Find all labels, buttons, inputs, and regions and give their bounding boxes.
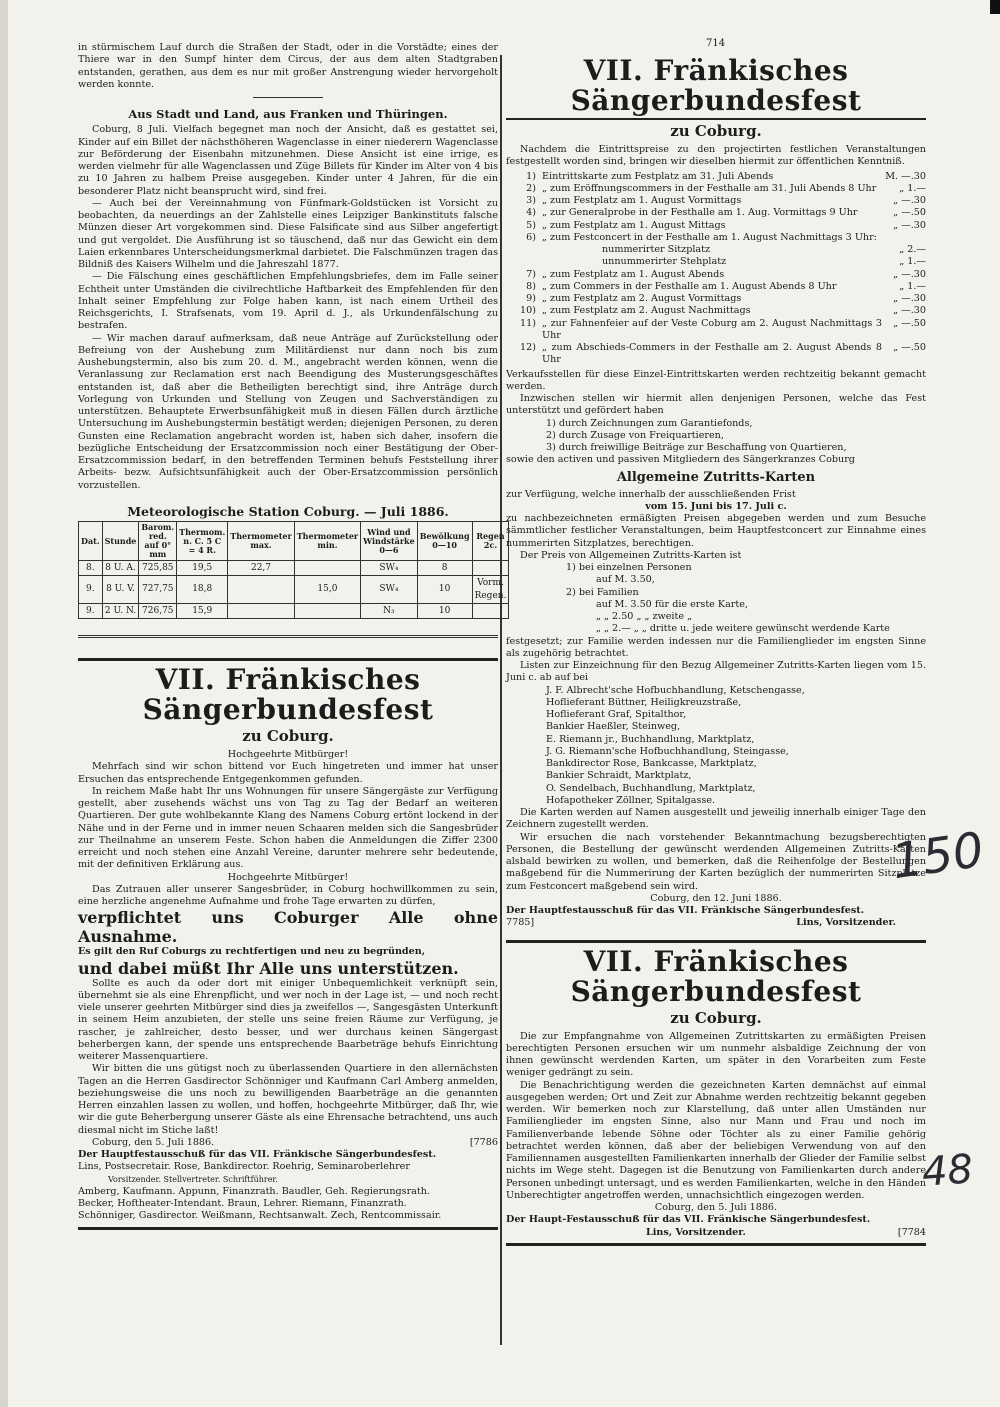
ad-committee: Der Haupt-Festausschuß für das VII. Fränkische Sängerbundesfest.: [506, 1214, 871, 1226]
table-cell: 8.: [79, 561, 103, 576]
period: vom 15. Juni bis 17. Juli c.: [645, 500, 787, 512]
table-cell: 725,85: [139, 561, 177, 576]
ad-paragraph: Inzwischen stellen wir hiermit allen denjenigen Personen, welche das Fest unterstützt und gefördert haben: [506, 393, 926, 417]
news-item: — Die Fälschung eines geschäftlichen Empfehlungsbriefes, dem im Falle seiner Echtheit unter Umständen die civilrechtliche Haftbarkeit des Empfehlenden für den Inhalt seiner Empfehlung zur Folge haben kann, ist nach einem Urtheil des Reichsgerichts, I. Strafsenats, vom 19. April d. J., als Urkundenfälschung zu bestrafen.: [78, 271, 498, 332]
ad-reference: [7786: [469, 1136, 498, 1148]
price-desc: „ zum Festplatz am 1. August Vormittags: [542, 195, 742, 206]
price-desc: „ zum Commers in der Festhalle am 1. August Abends 8 Uhr: [542, 280, 837, 292]
ad-paragraph: zu nachbezeichneten ermäßigten Preisen abgegeben werden und zum Besuche sämmtlicher festlicher Veranstaltungen, beim Hauptfestconcert zur Einnahme eines nummerirten Sitzplatzes, berechtigen.: [506, 513, 926, 549]
price-value: „ 1.—: [899, 280, 926, 292]
ad-signer: Lins, Vorsitzender.: [646, 1226, 746, 1238]
price-desc: „ zum Eröffnungscommers in der Festhalle am 31. Juli Abends 8 Uhr: [542, 182, 877, 194]
price-item: [506, 220, 926, 232]
weather-table-title: Meteorologische Station Coburg. — Juli 1886.: [127, 503, 449, 519]
ad-paragraph: Nachdem die Eintrittspreise zu den projectirten festlichen Veranstaltungen festgestellt worden sind, bringen wir dieselben hiermit zur öffentlichen Kenntniß.: [506, 144, 926, 168]
committee-members: Lins, Postsecretair. Rose, Bankdirector. Roehrig, Seminaroberlehrer: [78, 1161, 410, 1173]
table-cell: N₃: [361, 603, 418, 618]
ad-paragraph: Verkaufsstellen für diese Einzel-Eintrittskarten werden rechtzeitig bekannt gemacht werden.: [506, 368, 926, 392]
price-num: 6): [526, 231, 536, 243]
table-header: Thermometer min.: [294, 522, 360, 561]
price-num: [506, 244, 542, 256]
ad-paragraph: Der Preis von Allgemeinen Zutritts-Karten ist: [520, 549, 742, 561]
vendor-item: Bankier Haeßler, Steinweg,: [546, 721, 681, 733]
table-cell: SW₄: [361, 576, 418, 604]
table-cell: [472, 603, 509, 618]
table-header: Thermometer max.: [228, 522, 294, 561]
price-desc: „ zum Festplatz am 1. August Mittags: [542, 219, 726, 231]
ad-subtitle: zu Coburg.: [670, 1008, 762, 1027]
table-row: [79, 603, 509, 618]
price-item: [506, 293, 926, 305]
right-column: [506, 42, 926, 1252]
corner-mark: [990, 0, 1000, 14]
table-cell: 9.: [79, 576, 103, 604]
news-item: Coburg, 8 Juli. Vielfach begegnet man noch der Ansicht, daß es gestattet sei, Kinder auf ein Billet der nächsthöheren Wagenclasse in einer niederern Wagenclasse zur Beförderung der Eisenbahn mitzunehmen. Diese Ansicht ist eine irrige, es werden vielmehr für alle Wagenclassen und Züge Billets für Kinder im Alter von 4 bis zu 10 Jahren zu halbem Preise ausgegeben. Kinder unter 4 Jahren, für die ein besonderer Platz nicht beansprucht wird, sind frei.: [78, 124, 498, 197]
support-item: 1) durch Zeichnungen zum Garantiefonds,: [546, 417, 753, 429]
table-header: Regen 2c.: [472, 522, 509, 561]
price-desc: „ zum Festplatz am 1. August Abends: [542, 268, 725, 280]
weather-table: [78, 521, 509, 619]
ad-title: VII. Fränkisches Sängerbundesfest: [142, 663, 434, 726]
table-header: Bewölkung 0—10: [417, 522, 472, 561]
table-cell: 15,0: [294, 576, 360, 604]
ad-paragraph: sowie den activen und passiven Mitgliedern des Sängerkranzes Coburg: [506, 454, 855, 466]
price-num: 12): [520, 342, 536, 353]
price-item: [506, 342, 926, 367]
price-value: „ 2.—: [899, 244, 926, 255]
price-num: 1): [526, 170, 536, 182]
ad-committee: Der Hauptfestausschuß für das VII. Fränkische Sängerbundesfest.: [506, 905, 865, 916]
table-cell: 726,75: [139, 603, 177, 618]
ad-subtitle: zu Coburg.: [670, 122, 762, 140]
news-item: — Auch bei der Vereinnahmung von Fünfmark-Goldstücken ist Vorsicht zu beobachten, da neuerdings an der Zahlstelle eines Leipziger Bankinstituts falsche Münzen dieser Art vorgekommen sind. Diese Falsificate sind aus Silber angefertigt und gut vergoldet. Die Ausführung ist so täuschend, daß nur das Gewicht ein dem Laien erkennbares Unterscheidungsmerkmal darbietet. Die Falschmünzen tragen das Bildniß des Kaisers Wilhelm und die Jahreszahl 1877.: [78, 197, 498, 270]
vendor-item: Hofapotheker Zöllner, Spitalgasse.: [546, 794, 716, 806]
festival-ad-left: [78, 658, 498, 1230]
price-item: [506, 183, 926, 195]
handwritten-annotation: 48: [920, 1146, 975, 1196]
committee-members: Amberg, Kaufmann. Appunn, Finanzrath. Baudler, Geh. Regierungsrath.: [78, 1185, 430, 1197]
table-cell: 10: [417, 603, 472, 618]
price-num: 5): [526, 219, 536, 231]
card-price-line: auf M. 3.50 für die erste Karte,: [596, 598, 748, 610]
ad-paragraph: festgesetzt; zur Familie werden indessen nur die Familienglieder im engsten Sinne als zugehörig betrachtet.: [506, 635, 926, 659]
table-cell: 22,7: [228, 561, 294, 576]
table-cell: 10: [417, 576, 472, 604]
committee-roles: Vorsitzender. Stellvertreter. Schriftführer.: [108, 1174, 278, 1184]
table-cell: 15,9: [177, 603, 228, 618]
price-item: [506, 318, 926, 343]
ad-date: Coburg, den 5. Juli 1886.: [92, 1136, 215, 1148]
table-cell: [228, 603, 294, 618]
ad-paragraph: Das Zutrauen aller unserer Sangesbrüder, in Coburg hochwillkommen zu sein, eine herzliche angenehme Aufnahme und frohe Tage erwarten zu dürfen,: [78, 883, 498, 907]
vendor-item: J. G. Riemann'sche Hofbuchhandlung, Steingasse,: [546, 745, 789, 757]
table-header: Thermom. n. C. 5 C = 4 R.: [177, 522, 228, 561]
price-desc: „ zum Festconcert in der Festhalle am 1. August Nachmittags 3 Uhr:: [542, 231, 877, 243]
left-column: [78, 42, 507, 1236]
price-value: „ —.30: [893, 268, 926, 280]
divider: [253, 97, 323, 98]
price-value: „ —.50: [893, 207, 926, 219]
vendor-item: Bankier Schraidt, Marktplatz,: [546, 770, 692, 782]
price-item: [506, 232, 926, 244]
price-item: [506, 305, 926, 317]
ad-paragraph: In reichem Maße habt Ihr uns Wohnungen für unsere Sängergäste zur Verfügung gestellt, aber zusehends wächst uns von Tag zu Tag der Bedarf an weiteren Quartieren. Der gute wohlbekannte Klang des Namens Coburg ertönt lockend in der Nähe und in der Ferne und in immer neuen Schaaren melden sich die Sangesbrüder zur Theilnahme an unserem Feste. Schon haben die Anmeldungen die Ziffer 2300 erreicht und noch stehen eine Anzahl Vereine, darunter mehrere sehr bedeutende, mit der definitiven Erklärung aus.: [78, 785, 498, 871]
card-price-line: auf M. 3.50,: [596, 574, 655, 586]
price-item: [506, 171, 926, 183]
table-cell: 8: [417, 561, 472, 576]
price-value: „ —.50: [893, 317, 926, 329]
ad-paragraph: Mehrfach sind wir schon bittend vor Euch hingetreten und immer hat unser Ersuchen das entsprechende Entgegenkommen gefunden.: [78, 761, 498, 785]
table-header: Barom. red. auf 0° mm: [139, 522, 177, 561]
table-cell: [228, 576, 294, 604]
price-desc: „ zum Festplatz am 2. August Nachmittags: [542, 305, 751, 317]
price-item: [506, 256, 926, 268]
card-price-line: 2) bei Familien: [566, 586, 639, 598]
festival-ad-right-2: [506, 940, 926, 1246]
ad-paragraph: Die Benachrichtigung werden die gezeichneten Karten demnächst auf einmal ausgegeben werden; Ort und Zeit zur Abnahme werden rechtzeitig bekannt gegeben werden. Wir bemerken noch zur Klarstellung, daß unter allen Umständen nur Familienglieder im engsten Sinne, also nur Mann und Frau und noch im Familienverbande lebende Söhne oder Töchter als zu einer Familie gehörig betrachtet werden können, daß aber der beliebigen Verwendung von auf den Familiennamen ausgestellten Familienkarten innerhalb der Glieder der Familie selbst nichts im Wege steht. Dagegen ist die Benutzung von Familienkarten durch andere Personen unbedingt untersagt, und es werden Familienkarten, welche in den Händen Unberechtigter angetroffen werden, unnachsichtlich eingezogen werden.: [506, 1079, 926, 1201]
vendor-item: O. Sendelbach, Buchhandlung, Marktplatz,: [546, 782, 756, 794]
price-num: 2): [526, 182, 536, 194]
support-item: 3) durch freiwillige Beiträge zur Beschaffung von Quartieren,: [546, 442, 847, 453]
news-heading: Aus Stadt und Land, aus Franken und Thüringen.: [128, 107, 448, 121]
card-price-line: „ „ 2.50 „ „ zweite „: [596, 611, 693, 622]
price-num: 3): [526, 195, 536, 206]
price-list: [506, 171, 926, 367]
news-item: — Wir machen darauf aufmerksam, daß neue Anträge auf Zurückstellung oder Befreiung von der Aushebung zum Militärdienst nur dann noch bis zum Aushebungstermin, also bis zum 20. d. M., angebracht werden können, wenn die Veranlassung zur Reclamation erst nach Beendigung des Musterungsgeschäftes entstanden ist, daß aber die Betheiligten berechtigt sind, ihre Anträge durch Vorlegung von Urkunden und Stellung von Zeugen und Sachverständigen zu unterstützen. Behauptete Erwerbsunfähigkeit muß in diesen Fällen durch ärztliche Untersuchung im Aushebungstermin bestätigt werden; diejenigen Personen, zu deren Gunsten eine Reclamation angebracht worden ist, haben sich daher, insofern die bezügliche Entscheidung der Ersatzcommission noch einer Bestätigung der Ober-Ersatzcommission bedarf, in den betreffenden Terminen behufs Feststellung ihrer Arbeits- bezw. Aufsichtsunfähigkeit auch der Ober-Ersatzcommission persönlich vorzustellen.: [78, 332, 498, 491]
price-num: [506, 256, 542, 268]
ad-paragraph: Die Karten werden auf Namen ausgestellt und jeweilig innerhalb einiger Tage den Zeichnern zugestellt werden.: [506, 807, 926, 831]
price-num: 7): [526, 268, 536, 280]
price-desc: „ zur Fahnenfeier auf der Veste Coburg am 2. August Nachmittags 3 Uhr: [542, 317, 882, 341]
price-item: [506, 269, 926, 281]
price-desc: „ zum Festplatz am 2. August Vormittags: [542, 293, 742, 304]
ad-reference: [7784: [897, 1226, 926, 1238]
price-value: „ 1.—: [899, 256, 926, 268]
price-value: M. —.30: [885, 170, 926, 182]
table-row: [79, 561, 509, 576]
binding-edge: [0, 0, 8, 1407]
ad-paragraph: Die zur Empfangnahme von Allgemeinen Zutrittskarten zu ermäßigten Preisen berechtigten Personen ersuchen wir um nunmehr alsbaldige Zeichnung der von ihnen gewünscht werdenden Karten, um später in den Vorarbeiten zum Feste weniger gedrängt zu sein.: [506, 1030, 926, 1079]
ad-emphasis: Es gilt den Ruf Coburgs zu rechtfertigen und neu zu begründen,: [78, 946, 426, 958]
table-header: Wind und Windstärke 0—6: [361, 522, 418, 561]
committee-members: Becker, Hoftheater-Intendant. Braun, Lehrer. Riemann, Finanzrath.: [78, 1198, 407, 1209]
intro-paragraph: in stürmischem Lauf durch die Straßen der Stadt, oder in die Vorstädte; eines der Thiere war in den Sumpf hinter dem Circus, der aus dem alten Stadtgraben entstanden, gerathen, aus dem es nur mit großer Anstrengung wieder hervorgeholt werden konnte.: [78, 42, 498, 90]
ad-committee: Der Hauptfestausschuß für das VII. Fränkische Sängerbundesfest.: [78, 1149, 437, 1160]
column-divider: [500, 55, 502, 1345]
table-cell: 8 U. A.: [102, 561, 139, 576]
price-value: „ —.30: [893, 219, 926, 231]
price-value: „ —.50: [893, 342, 926, 353]
cards-heading: Allgemeine Zutritts-Karten: [616, 469, 816, 485]
table-cell: 9.: [79, 603, 103, 618]
ad-paragraph: Listen zur Einzeichnung für den Bezug Allgemeiner Zutritts-Karten liegen vom 15. Juni c. ab auf bei: [506, 660, 926, 684]
price-item: [506, 207, 926, 219]
price-num: 9): [526, 293, 536, 304]
ad-date: Coburg, den 12. Juni 1886.: [650, 892, 782, 904]
table-cell: Vorm. Regen.: [472, 576, 509, 604]
price-value: „ 1.—: [899, 182, 926, 194]
support-item: 2) durch Zusage von Freiquartieren,: [546, 429, 724, 441]
vendor-item: E. Riemann jr., Buchhandlung, Marktplatz,: [546, 733, 755, 745]
vendor-item: J. F. Albrecht'sche Hofbuchhandlung, Ketschengasse,: [546, 684, 805, 696]
vendor-item: Hoflieferant Büttner, Heiligkreuzstraße,: [546, 696, 742, 708]
ad-paragraph: Wir bitten die uns gütigst noch zu überlassenden Quartiere in den allernächsten Tagen an die Herren Gasdirector Schönniger und Kaufmann Carl Amberg anmelden, beziehungsweise die uns noch zu bewilligenden Baarbeträge an die genannten Herren einzahlen lassen zu wollen, und hoffen, hochgeehrte Mitbürger, daß Ihr, wie wir die gute Beherbergung unserer Gäste als eine Ehrensache betrachtend, uns auch diesmal nicht im Stiche laßt!: [78, 1063, 498, 1136]
table-cell: 18,8: [177, 576, 228, 604]
price-value: „ —.30: [893, 195, 926, 206]
price-value: [882, 232, 926, 244]
price-value: „ —.30: [893, 293, 926, 304]
price-desc: Eintrittskarte zum Festplatz am 31. Juli Abends: [542, 170, 774, 182]
table-cell: SW₄: [361, 561, 418, 576]
vendor-item: Hoflieferant Graf, Spitalthor,: [546, 709, 686, 720]
price-num: 8): [526, 280, 536, 292]
table-cell: [472, 561, 509, 576]
committee-members: Schönniger, Gasdirector. Weißmann, Rechtsanwalt. Zech, Rentcommissair.: [78, 1210, 442, 1222]
page-number: 714: [706, 38, 726, 49]
ad-emphasis: und dabei müßt Ihr Alle uns unterstützen.: [78, 958, 459, 978]
ad-paragraph: Sollte es auch da oder dort mit einiger Unbequemlichkeit verknüpft sein, übernehmt sie als eine Ehrenpflicht, und wer noch in der Lage ist, — und noch recht viele unserer geehrten Mitbürger sind dies ja zweifellos —, Sangesgästen Unterkunft in seinem Heim anzubieten, der stelle uns seine freien Räume zur Verfügung, je rascher, je zahlreicher, desto besser, und wer durchaus keinen Sängergast beherbergen kann, der spende uns entsprechende Baarbeträge behufs Einrichtung weiterer Massenquartiere.: [78, 977, 498, 1062]
card-price-line: 1) bei einzelnen Personen: [566, 562, 692, 573]
price-value: „ —.30: [893, 305, 926, 317]
ad-emphasis: verpflichtet uns Coburger Alle ohne Ausnahme.: [78, 908, 498, 947]
table-cell: 2 U. N.: [102, 603, 139, 618]
table-header: Dat.: [79, 522, 103, 561]
table-cell: 8 U. V.: [102, 576, 139, 604]
ad-title: VII. Fränkisches Sängerbundesfest: [570, 944, 862, 1008]
card-price-line: „ „ 2.— „ „ dritte u. jede weitere gewünscht werdende Karte: [596, 623, 890, 635]
ad-date: Coburg, den 5. Juli 1886.: [654, 1202, 778, 1213]
price-num: 4): [526, 207, 536, 219]
ad-paragraph: zur Verfügung, welche innerhalb der ausschließenden Frist: [506, 488, 796, 500]
salutation: Hochgeehrte Mitbürger!: [227, 749, 349, 760]
salutation: Hochgeehrte Mitbürger!: [227, 871, 349, 883]
section-separator: [78, 635, 498, 652]
ad-signer: Lins, Vorsitzender.: [796, 917, 896, 929]
price-num: 11): [520, 317, 536, 329]
price-item: [506, 281, 926, 293]
table-cell: [294, 561, 360, 576]
ad-subtitle: zu Coburg.: [242, 727, 334, 745]
price-desc: unnummerirter Stehplatz: [602, 256, 727, 268]
ad-title: VII. Fränkisches Sängerbundesfest: [506, 56, 926, 120]
price-desc: „ zur Generalprobe in der Festhalle am 1. Aug. Vormittags 9 Uhr: [542, 207, 858, 219]
table-cell: 19,5: [177, 561, 228, 576]
handwritten-annotation: 150: [888, 821, 988, 891]
ad-reference: 7785]: [506, 917, 535, 929]
table-cell: [294, 603, 360, 618]
table-row: [79, 576, 509, 604]
price-item: [506, 195, 926, 207]
price-desc: „ zum Abschieds-Commers in der Festhalle am 2. August Abends 8 Uhr: [542, 342, 882, 366]
price-item: [506, 244, 926, 256]
price-num: 10): [520, 305, 536, 317]
table-cell: 727,75: [139, 576, 177, 604]
price-desc: nummerirter Sitzplatz: [602, 244, 711, 255]
ad-paragraph: Wir ersuchen die nach vorstehender Bekanntmachung bezugsberechtigten Personen, die Bestellung der gewünscht werdenden Allgemeinen Zutritts-Karten alsbald bewirken zu wollen, und bemerken, daß die Reihenfolge der Bestellungen maßgebend für die Nummerirung der Karten bezüglich der nummerirten Sitzplätze zum Festconcert maßgebend sein wird.: [506, 831, 926, 892]
vendor-item: Bankdirector Rose, Bankcasse, Marktplatz,: [546, 758, 757, 769]
table-header: Stunde: [102, 522, 139, 561]
